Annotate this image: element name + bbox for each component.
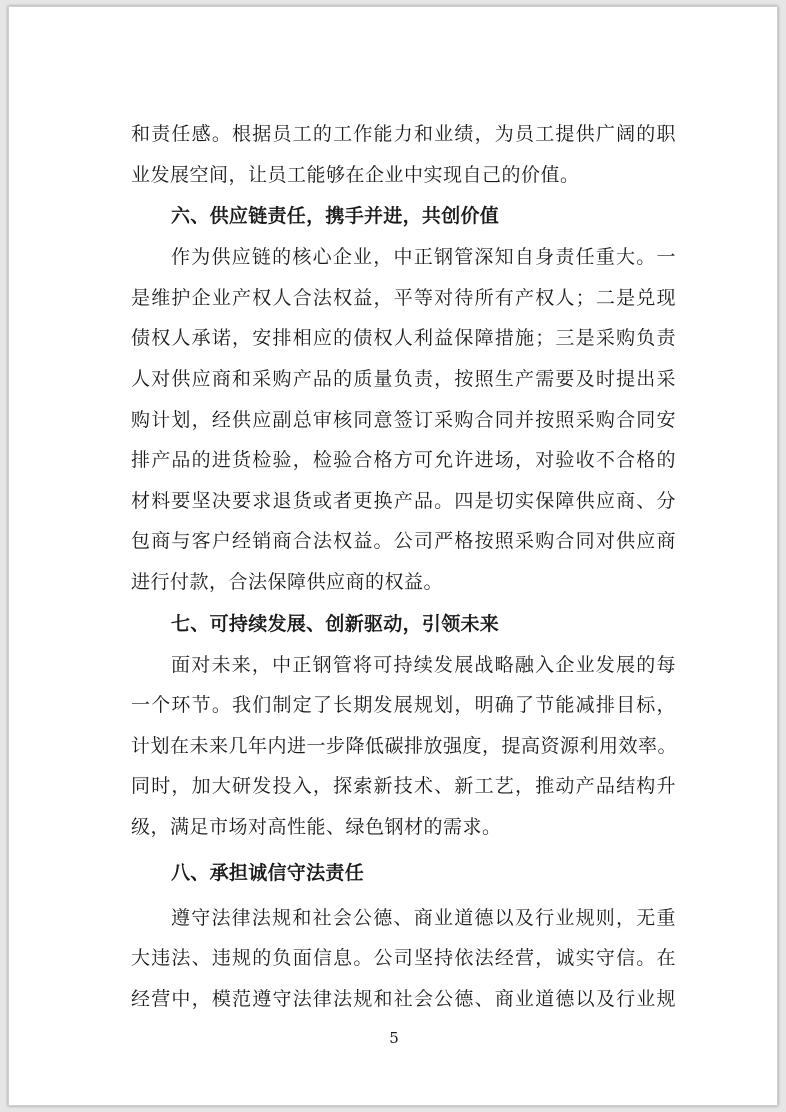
body-text-line: 是维护企业产权人合法权益，平等对待所有产权人；二是兑现 (131, 286, 676, 309)
body-text-line: 债权人承诺，安排相应的债权人利益保障措施；三是采购负责 (131, 327, 676, 350)
body-text-line: 排产品的进货检验，检验合格方可允许进场，对验收不合格的 (131, 449, 676, 472)
section-heading: 八、承担诚信守法责任 (171, 861, 365, 884)
paragraph-last-line: 业发展空间，让员工能够在企业中实现自己的价值。 (131, 163, 580, 186)
page-body (131, 114, 676, 1019)
section-heading: 七、可持续发展、创新驱动，引领未来 (171, 612, 500, 635)
section-heading: 六、供应链责任，携手并进，共创价值 (171, 205, 500, 228)
body-text-line: 购计划，经供应副总审核同意签订采购合同并按照采购合同安 (131, 408, 676, 431)
paragraph-last-line: 级，满足市场对高性能、绿色钢材的需求。 (131, 815, 502, 838)
body-text-line: 包商与客户经销商合法权益。公司严格按照采购合同对供应商 (131, 530, 676, 553)
body-text-line: 计划在未来几年内进一步降低碳排放强度，提高资源利用效率。 (131, 734, 678, 757)
body-text-line: 材料要坚决要求退货或者更换产品。四是切实保障供应商、分 (131, 489, 676, 512)
page-number: 5 (389, 1029, 399, 1047)
body-text-line: 大违法、违规的负面信息。公司坚持依法经营，诚实守信。在 (131, 947, 676, 970)
paragraph-first-line: 面对未来，中正钢管将可持续发展战略融入企业发展的每 (171, 653, 676, 676)
body-text-line: 一个环节。我们制定了长期发展规划，明确了节能减排目标， (131, 694, 676, 717)
document-page (8, 6, 778, 1106)
body-text-line: 同时，加大研发投入，探索新技术、新工艺，推动产品结构升 (131, 775, 676, 798)
paragraph-first-line: 遵守法律法规和社会公德、商业道德以及行业规则，无重 (171, 906, 676, 929)
body-text-line: 人对供应商和采购产品的质量负责，按照生产需要及时提出采 (131, 367, 676, 390)
paragraph-last-line: 进行付款，合法保障供应商的权益。 (131, 570, 444, 593)
body-text-line: 经营中，模范遵守法律法规和社会公德、商业道德以及行业规 (131, 987, 676, 1010)
body-text-line: 和责任感。根据员工的工作能力和业绩，为员工提供广阔的职 (131, 123, 676, 145)
paragraph-first-line: 作为供应链的核心企业，中正钢管深知自身责任重大。一 (171, 246, 676, 269)
